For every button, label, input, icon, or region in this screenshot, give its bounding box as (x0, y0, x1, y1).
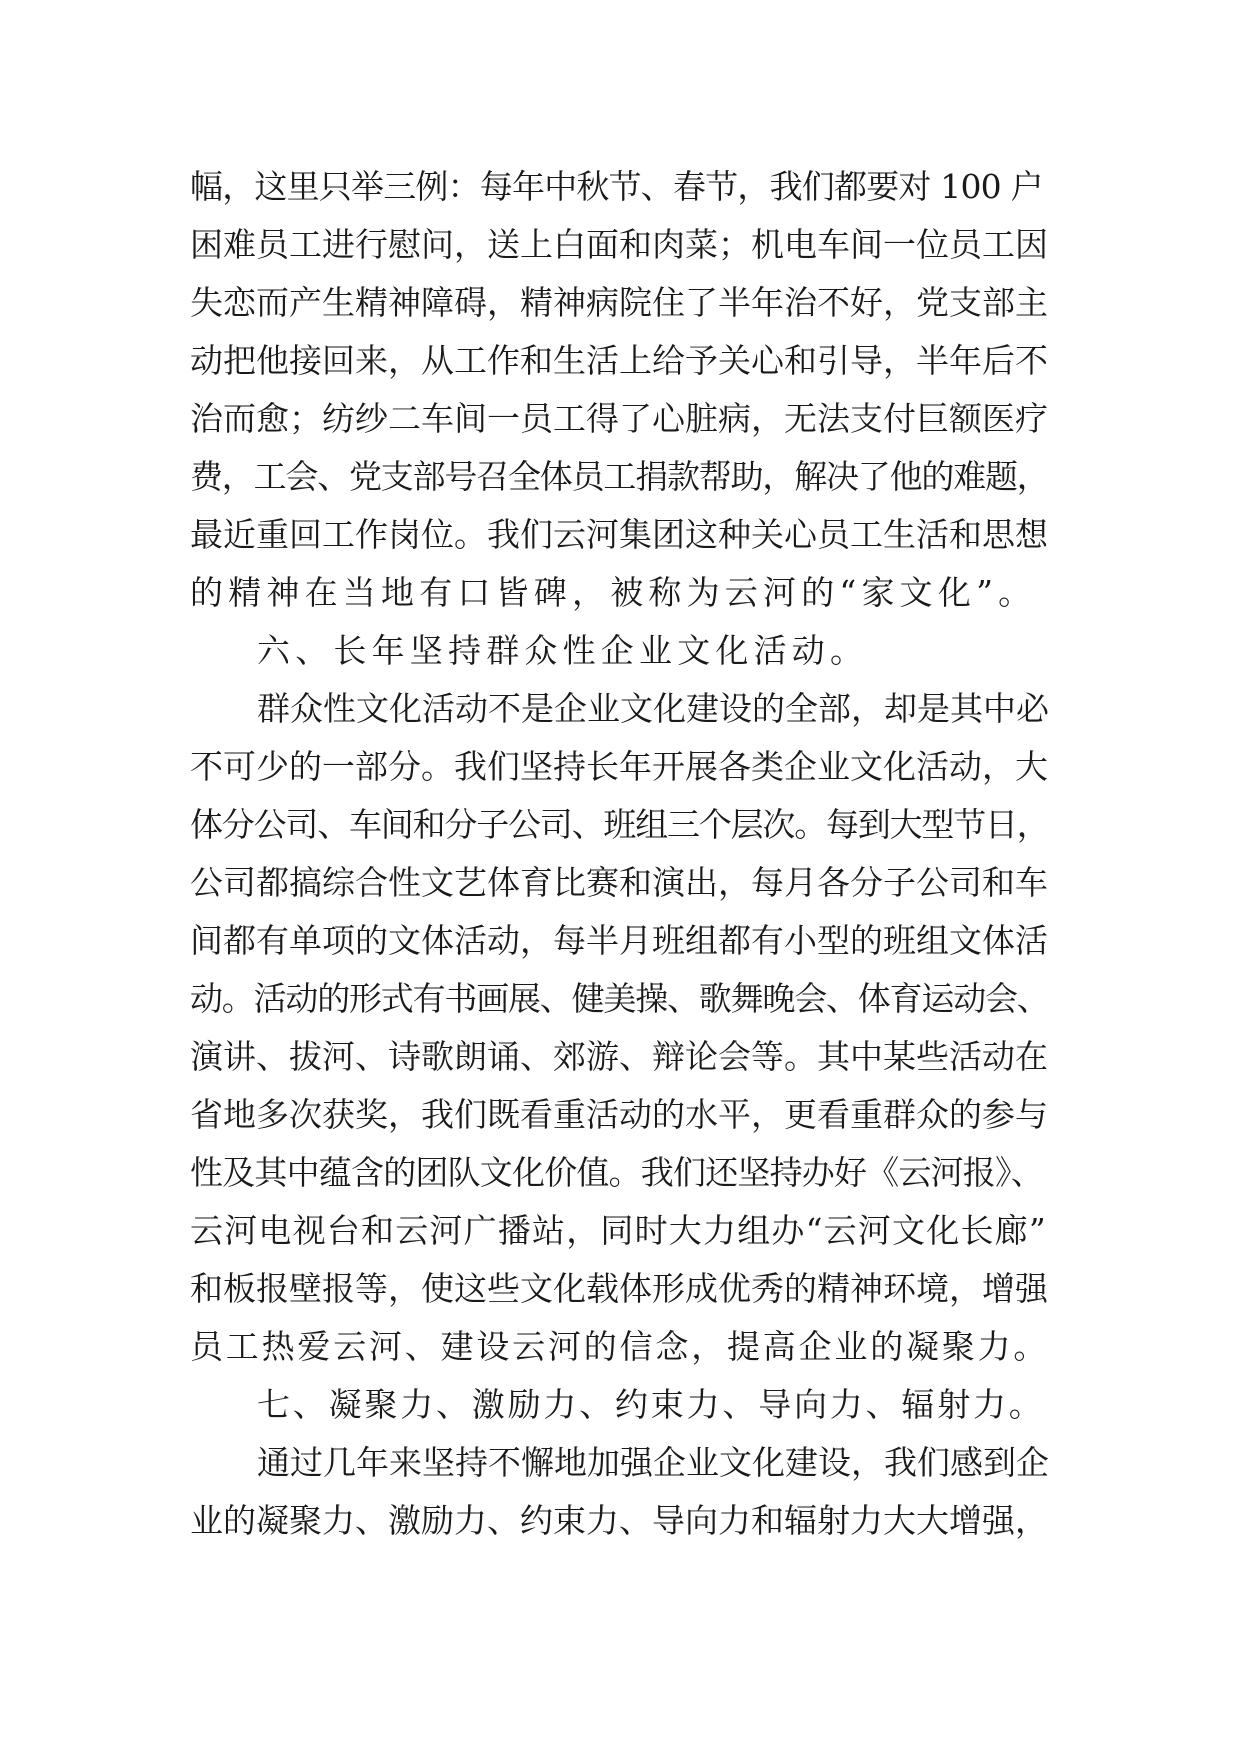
body-text-line: 云河电视台和云河广播站，同时大力组办“云河文化长廊” (190, 1211, 1047, 1250)
body-text-line: 失恋而产生精神障碍，精神病院住了半年治不好，党支部主 (190, 283, 1048, 322)
section-heading: 七、凝聚力、激励力、约束力、导向力、辐射力。 (257, 1385, 1045, 1424)
section-heading: 六、长年坚持群众性企业文化活动。 (257, 631, 869, 670)
body-text-line: 群众性文化活动不是企业文化建设的全部，却是其中必 (257, 689, 1049, 728)
body-text-line: 演讲、拔河、诗歌朗诵、郊游、辩论会等。其中某些活动在 (190, 1037, 1048, 1076)
body-text-line: 费，工会、党支部号召全体员工捐款帮助，解决了他的难题， (190, 457, 1049, 496)
body-text-line: 困难员工进行慰问，送上白面和肉菜；机电车间一位员工因 (190, 225, 1048, 264)
body-text-line: 治而愈；纺纱二车间一员工得了心脏病，无法支付巨额医疗 (190, 399, 1048, 438)
body-text-line: 的精神在当地有口皆碑，被称为云河的“家文化”。 (190, 573, 1037, 612)
body-text-line: 动把他接回来，从工作和生活上给予关心和引导，半年后不 (190, 341, 1048, 380)
body-text-line: 通过几年来坚持不懈地加强企业文化建设，我们感到企 (257, 1443, 1049, 1482)
body-text-line: 幅，这里只举三例：每年中秋节、春节，我们都要对 100 户 (190, 167, 1043, 206)
body-text-line: 省地多次获奖，我们既看重活动的水平，更看重群众的参与 (190, 1095, 1048, 1134)
body-text-line: 和板报壁报等，使这些文化载体形成优秀的精神环境，增强 (190, 1269, 1048, 1308)
body-text-line: 性及其中蕴含的团队文化价值。我们还坚持办好《云河报》、 (190, 1153, 1043, 1192)
body-text-line: 体分公司、车间和分子公司、班组三个层次。每到大型节日， (190, 805, 1049, 844)
body-text-line: 业的凝聚力、激励力、约束力、导向力和辐射力大大增强， (190, 1501, 1048, 1540)
body-text-line: 动。活动的形式有书画展、健美操、歌舞晚会、体育运动会、 (190, 979, 1049, 1018)
body-text-line: 员工热爱云河、建设云河的信念，提高企业的凝聚力。 (190, 1327, 1050, 1366)
body-text-line: 公司都搞综合性文艺体育比赛和演出，每月各分子公司和车 (190, 863, 1048, 902)
body-text-line: 最近重回工作岗位。我们云河集团这种关心员工生活和思想 (190, 515, 1048, 554)
body-text-line: 不可少的一部分。我们坚持长年开展各类企业文化活动，大 (190, 747, 1048, 786)
body-text-line: 间都有单项的文体活动，每半月班组都有小型的班组文体活 (190, 921, 1048, 960)
